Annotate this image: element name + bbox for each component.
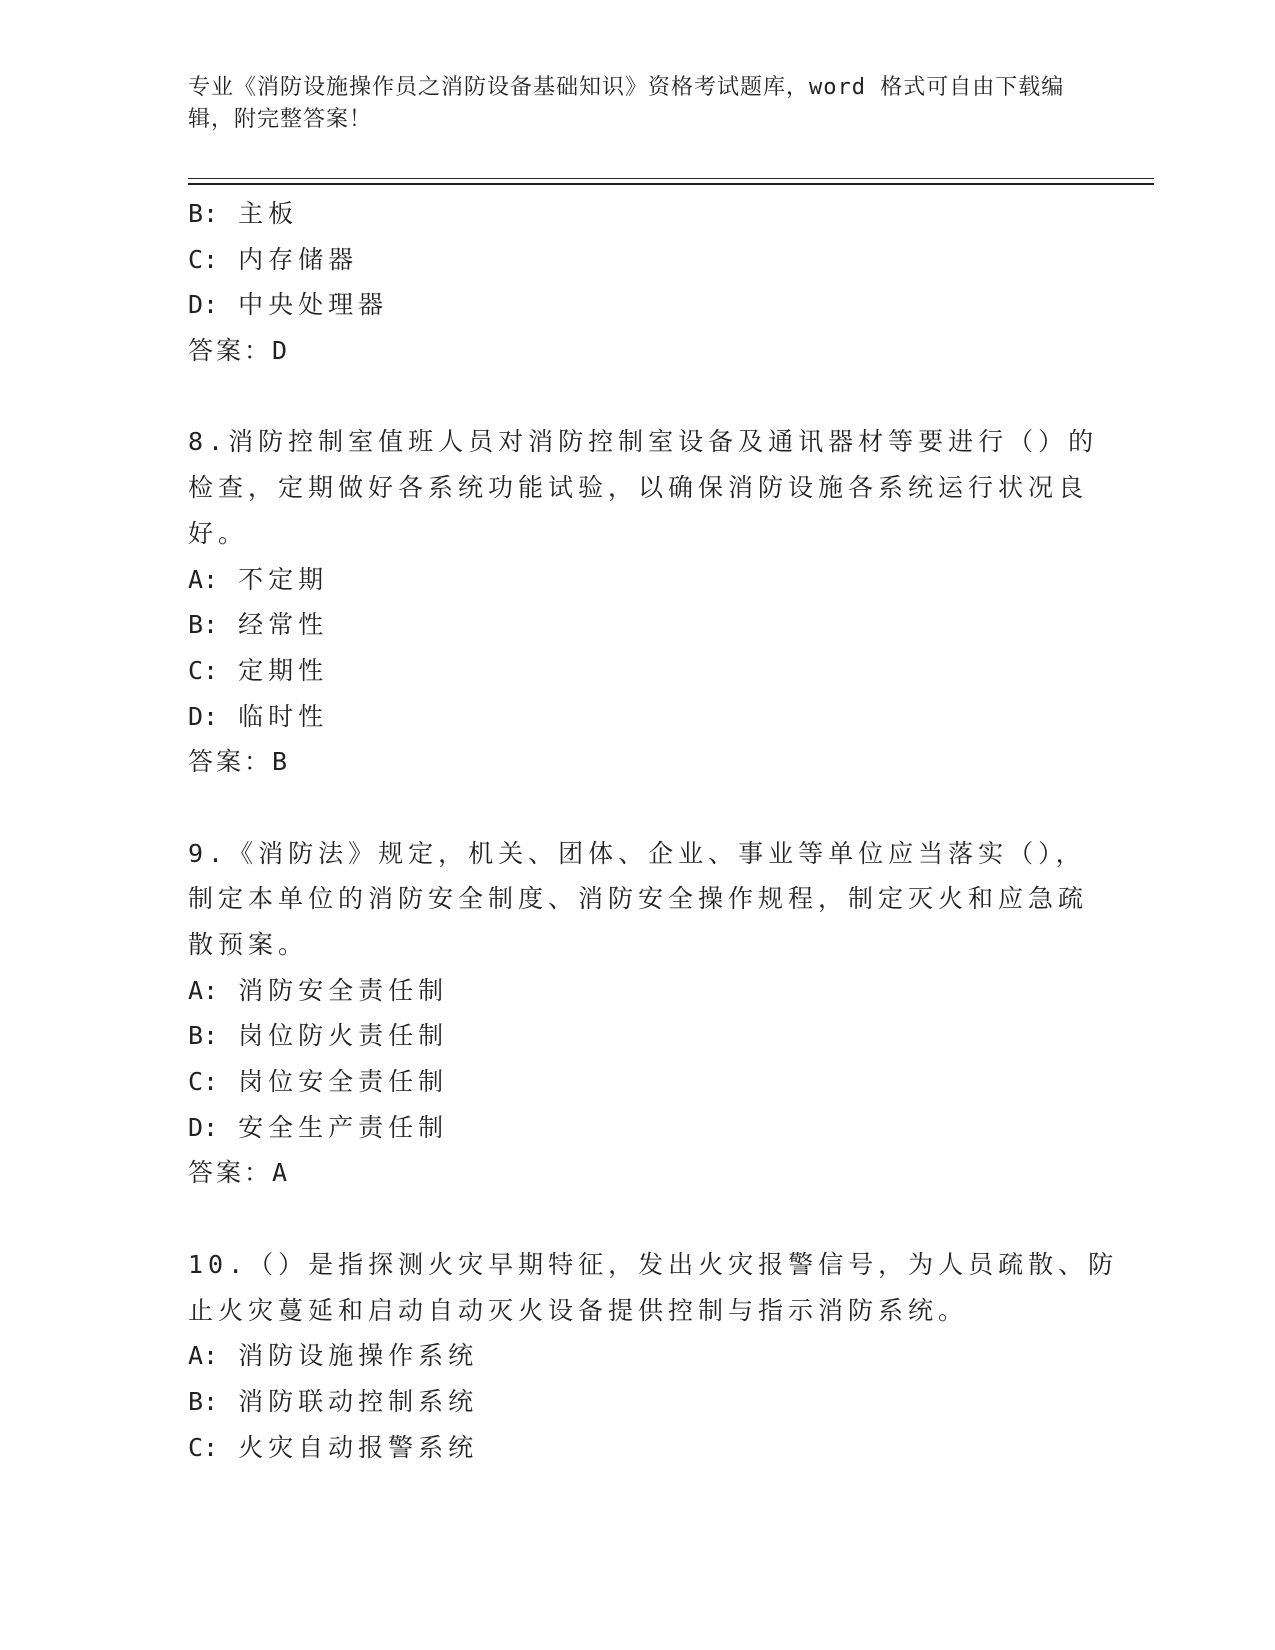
option-d: D: 中央处理器: [188, 290, 389, 320]
question-7-answer: 答案：D: [188, 336, 291, 366]
option-b: B: 主板: [188, 199, 299, 228]
option-a: A: 不定期: [188, 564, 329, 594]
question-8: [188, 419, 1099, 785]
question-9: [188, 831, 1089, 1197]
question-stem-line: 制定本单位的消防安全制度、消防安全操作规程，制定灭火和应急疏: [188, 884, 1089, 914]
option-b: B: 经常性: [188, 610, 329, 640]
option-c: C: 岗位安全责任制: [188, 1067, 449, 1097]
question-stem-line: 9.《消防法》规定，机关、团体、企业、事业等单位应当落实（），: [188, 838, 1086, 868]
header-divider-thick: [188, 183, 1154, 185]
header-divider-thin: [188, 178, 1154, 179]
question-stem-line: 散预案。: [188, 930, 309, 959]
document-intro: 专业《消防设施操作员之消防设备基础知识》资格考试题库，word 格式可自由下载编辑，附完整答案！: [188, 75, 1065, 132]
option-d: D: 临时性: [188, 701, 329, 731]
option-b: B: 岗位防火责任制: [188, 1021, 449, 1051]
question-9-answer: 答案：A: [188, 1158, 291, 1188]
question-list: [188, 191, 1119, 1470]
question-8-answer: 答案：B: [188, 747, 291, 777]
option-a: A: 消防安全责任制: [188, 975, 449, 1005]
option-a: A: 消防设施操作系统: [188, 1341, 479, 1371]
question-10: [188, 1242, 1119, 1470]
option-c: C: 内存储器: [188, 244, 359, 274]
question-stem-line: 止火灾蔓延和启动自动灭火设备提供控制与指示消防系统。: [188, 1295, 969, 1325]
question-7-options: [188, 191, 1068, 328]
option-c: C: 火灾自动报警系统: [188, 1432, 479, 1462]
question-stem-line: 检查，定期做好各系统功能试验，以确保消防设施各系统运行状况良: [188, 473, 1089, 503]
question-stem-line: 好。: [188, 518, 249, 548]
question-stem-line: 8.消防控制室值班人员对消防控制室设备及通讯器材等要进行（）的: [188, 427, 1099, 457]
question-stem-line: 10.（）是指探测火灾早期特征，发出火灾报警信号，为人员疏散、防: [188, 1249, 1119, 1279]
option-d: D: 安全生产责任制: [188, 1112, 449, 1142]
option-b: B: 消防联动控制系统: [188, 1386, 479, 1416]
option-c: C: 定期性: [188, 655, 329, 685]
